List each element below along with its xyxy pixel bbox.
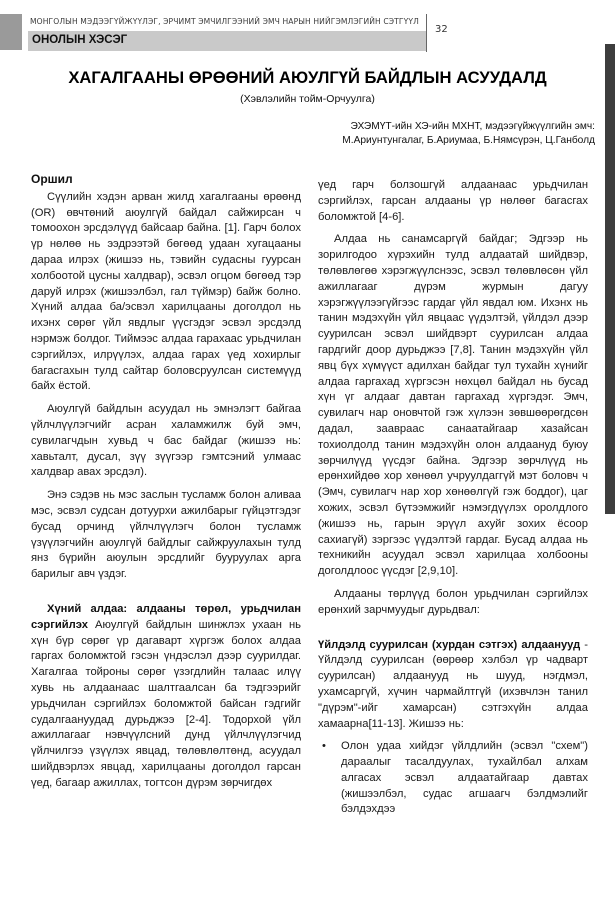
article-subtitle: (Хэвлэлийн тойм-Орчуулга) [240,93,375,105]
paragraph: Алдааны төрлүүд болон урьдчилан сэргийлэх ерөнхий зарчмуудыг дурьдвал: [318,587,588,616]
paragraph: Сүүлийн хэдэн арван жилд хагалгааны өрөөнд (OR) өвчтөний аюулгүй байдал сайжирсан ч томоохон эрсдэлүүд байсаар байна. [1]. Гарч болох үр нөлөө нь ээдрээтэй бөгөөд удаан хугацааны дараа илрэх (жишээ нь, тэвийн судасны гуурсан холбоотой цусны халдвар), эсвэл огцом бөгөөд тэр даруй илрэх (жишээлбэл, гал түймэр) байж болно. Хүний алдаа ба/эсвэл харилцааны доголдол нь ихэнх сөрөг үйл явдлыг үүсгэдэг эсвэл эрсдэлд нэрмэж болдог. Тиймээс алдаа гарахаас урьдчилан сэргийлэх, илрүүлэх, алдаа гарах үед хохирлыг багасгахын тулд сайтар боловсруулсан системүүд байх ёстой. [31,190,301,393]
paragraph-human-error [31,602,301,792]
article-title: ХАГАЛГААНЫ ӨРӨӨНИЙ АЮУЛГҮЙ БАЙДЛЫН АСУУДАЛД [68,68,547,87]
bullet-icon: • [322,740,326,753]
right-column [318,178,588,818]
list-item [318,739,588,818]
paragraph: Алдаа нь санамсаргүй байдаг; Эдгээр нь зорилгодоо хүрэхийн тулд алдаатай шийдвэр, төлөвлөгөө хэрэгжүүлснээс, эсвэл төлөвлөсөн үйл ажиллагааг дүрэм журмын дагуу хэрэгжүүлээгүйгээс гардаг үйл явдал юм. Ихэнх нь танин мэдэхүйн үйл явцаас үүдэлтэй, үйлдэл дээр суурилсан эсвэл шийдвэрт суурилсан алдаа гардгийг доор дурьджээ [7,8]. Танин мэдэхүйн үйл явц бүх хүмүүст адилхан байдаг тул тухайн хүнийг алдаа гаргахад хүргэсэн нөхцөл байдал нь бусад хүн үг алдааг давтан гаргахад хүргэдэг. Эмч, сувилагч нар оновчтой гэж хүлээн зөвшөөрөгдсөн дадал, заавраас санаатайгаар хазайсан тохиолдолд танин мэдэхүйн олон алдаануд буюу зөрчилүүд үүсдэг байна. Эдгээр зөрчлүүд нь ерөнхийдөө хор хөнөөл учруулдаггүй мэт боловч ч (Эмч, сувилагч нар хор хөнөөлгүй гэж боддог), цаг хожих, эсвэл бүтээмжийг нэмэгдүүлэх оролдлого (жишээ нь, гарын эрүүл ахуйг зохих ёсоор сахиагүй) зэргээс үүдэлтэй гардаг. Бусад алдаа нь техникийн асуудал эсвэл харилцаа холбооны доголдлоос үүсдэг [2,9,10]. [318,233,588,578]
section-label: ОНОЛЫН ХЭСЭГ [32,34,128,46]
section-banner [28,31,426,51]
section-heading-introduction: Оршил [31,172,73,186]
inline-heading: Үйлдэлд суурилсан (хурдан сэтгэх) алдаанууд [318,638,581,651]
journal-name: МОНГОЛЫН МЭДЭЭГҮЙЖҮҮЛЭГ, ЭРЧИМТ ЭМЧИЛГЭЭНИЙ ЭМЧ НАРЫН НИЙГЭМЛЭГИЙН СЭТГҮҮЛ [30,17,419,26]
header-accent-block [0,14,22,50]
spacer [31,590,301,602]
inline-heading: Хүний алдаа: алдааны төрөл, урьдчилан сэргийлэх [31,602,301,631]
author-block [342,120,595,148]
paragraph-action-errors [318,638,588,733]
header-divider [426,14,427,52]
author-affiliation: ЭХЭМҮТ-ийн ХЭ-ийн МХНТ, мэдээгүйжүүлгийн эмч: [350,121,595,132]
author-names: М.Ариунтунгалаг, Б.Ариумаа, Б.Нямсүрэн, Ц.Ганболд [342,135,595,146]
paragraph: Энэ сэдэв нь мэс заслын тусламж болон аливаа мэс, эсвэл судсан дотуурхи ажилбарыг гүйцэтгэдэг бусад орчинд үйлчлүүлэгч болон тусламж үзүүлэгчийн аюулгүй байдлыг сайжруулахын тулд янз бүрийн аюулын эрсдлийг бууруулах арга барилыг авч үздэг. [31,489,301,581]
spacer [318,626,588,638]
paragraph-text: - Үйлдэлд суурилсан (өөрөөр хэлбэл үр чадварт суурилсан) алдаанууд нь шууд, нэгдмэл, ухамсаргүй, хүчин чармайлтгүй (ихэвчлэн танил "дүрэм"-ийг хамарсан) сэтгэхүйн алдаа хамаарна[11-13]. Жишээ нь: [318,638,588,730]
page-number: 32 [435,24,448,35]
facing-page-edge [605,44,615,514]
list-item-text: Олон удаа хийдэг үйлдлийн (эсвэл "схем") дараалыг тасалдуулах, тухайлбал алхам алгасах эсвэл алдаатайгаар давтах (жишээлбэл, судас агшаагч бэлдмэлийг бэлдэхдээ [341,740,588,816]
left-column [31,172,301,798]
paragraph: Аюулгүй байдлын асуудал нь эмнэлэгт байгаа үйлчлүүлэгчийг асран халамжилж буй эмч, сувилагчдын хувьд ч бас байдаг (жишээ нь: хавьталт, дусал, зүү зүүгээр гэмтсэний улмаас халдвар авах эрсдэл). [31,403,301,479]
paragraph: үед гарч болзошгүй алдаанаас урьдчилан сэргийлэх, гарсан алдааны үр нөлөөг багасгах боломжтой [4-6]. [318,179,588,223]
paragraph-text: Аюулгүй байдлын шинжлэх ухаан нь хүн бүр сөрөг үр дагаварт хүргэж болох алдаа гаргах боломжтой гэсэн үндэслэл дээр суурилдаг. Хагалгаа тойроны сөрөг үзэгдлийн талаас илүү хувь нь алдаанаас шалтгаалсан ба тэдгээрийг урьдчилан сэргийлэх боломжтой байсан гэдгийг судалгаануудад дурьджээ [2-4]. Тодорхой үйл ажиллагааг нэвчүүлсний дунд үйлчлүүлэгчид үйлчилгээ үзүүлэх явцад, төлөвлөлтөнд, асуудал шийдвэрлэх явцад, харилцааны доголдол гарсан үед, багаар ажиллах, тогтсон дүрэм зөрчигдөх [31,618,301,789]
page-header [0,0,615,56]
bullet-list [318,739,588,818]
